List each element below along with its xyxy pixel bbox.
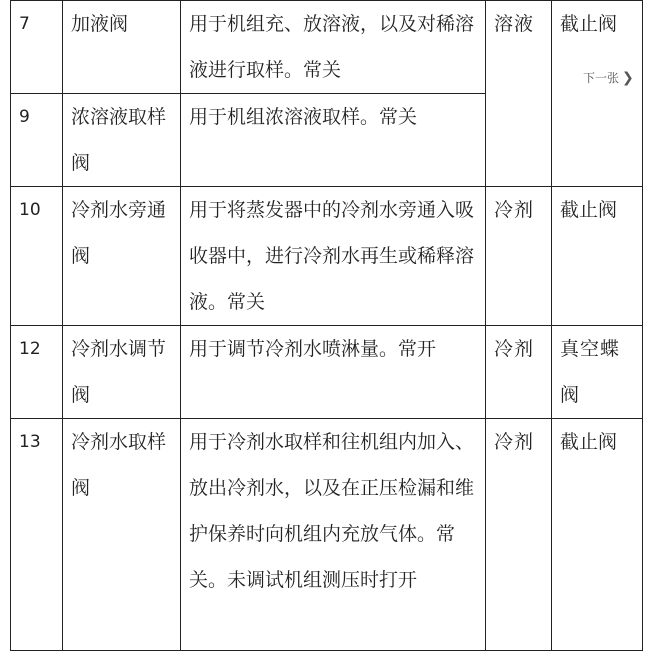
next-page-label: 下一张 (583, 71, 620, 85)
cell-valve-type: 截止阀 (552, 419, 643, 651)
cell-number: 10 (11, 187, 63, 326)
cell-medium: 冷剂 (486, 187, 552, 326)
cell-number: 12 (11, 326, 63, 419)
cell-name: 浓溶液取样阀 (63, 94, 181, 187)
cell-valve-type: 真空蝶阀 (552, 326, 643, 419)
cell-usage: 用于调节冷剂水喷淋量。常开 (181, 326, 486, 419)
cell-valve-type: 截止阀 (552, 1, 643, 187)
valve-table (10, 0, 643, 651)
cell-name: 冷剂水取样阀 (63, 419, 181, 651)
next-page-button[interactable] (583, 68, 634, 88)
cell-medium: 冷剂 (486, 419, 552, 651)
cell-usage: 用于将蒸发器中的冷剂水旁通入吸收器中，进行冷剂水再生或稀释溶液。常关 (181, 187, 486, 326)
table-row (11, 326, 643, 419)
cell-medium: 冷剂 (486, 326, 552, 419)
cell-usage: 用于机组充、放溶液，以及对稀溶液进行取样。常关 (181, 1, 486, 94)
cell-usage: 用于机组浓溶液取样。常关 (181, 94, 486, 187)
cell-number: 7 (11, 1, 63, 94)
table-row (11, 187, 643, 326)
cell-valve-type: 截止阀 (552, 187, 643, 326)
table-row (11, 1, 643, 94)
cell-name: 加液阀 (63, 1, 181, 94)
chevron-right-icon: ❯ (622, 70, 634, 86)
cell-number: 9 (11, 94, 63, 187)
cell-name: 冷剂水旁通阀 (63, 187, 181, 326)
cell-usage: 用于冷剂水取样和往机组内加入、放出冷剂水，以及在正压检漏和维护保养时向机组内充放气体。常关。未调试机组测压时打开 (181, 419, 486, 651)
cell-number: 13 (11, 419, 63, 651)
cell-medium: 溶液 (486, 1, 552, 187)
table-row (11, 419, 643, 651)
cell-name: 冷剂水调节阀 (63, 326, 181, 419)
